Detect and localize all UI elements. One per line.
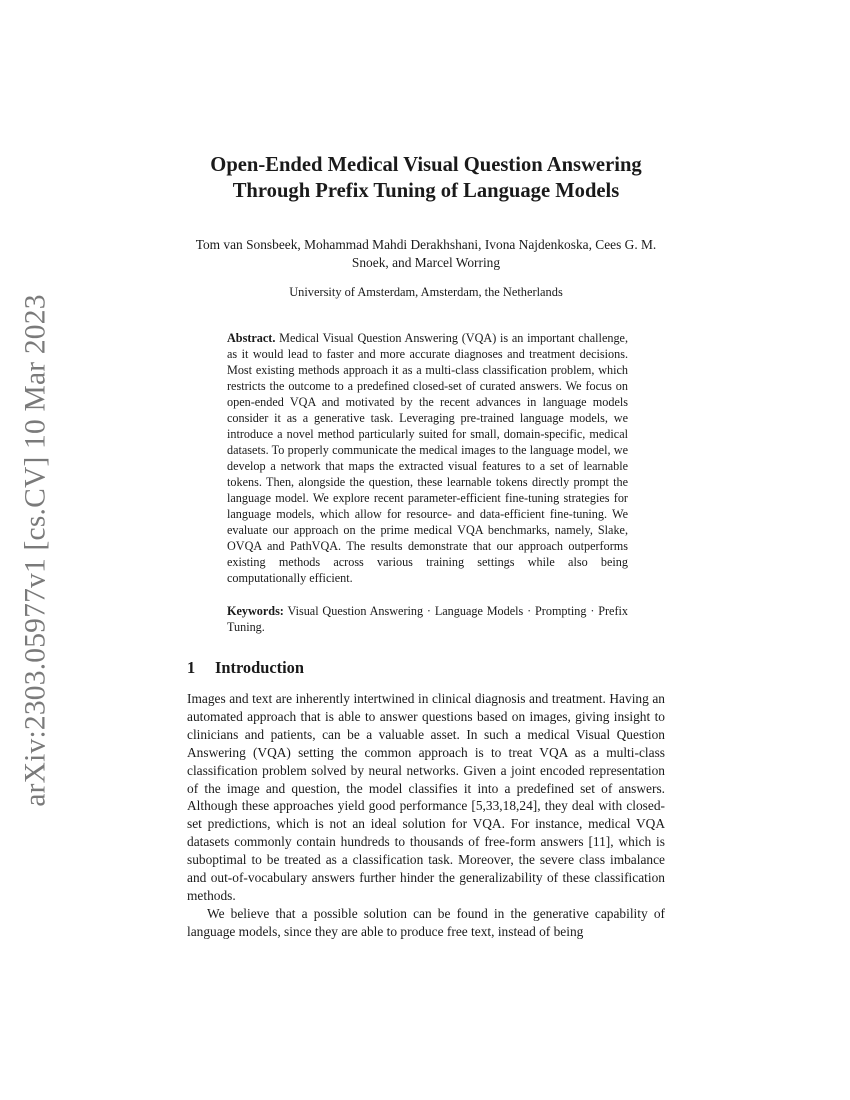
affiliation: University of Amsterdam, Amsterdam, the Netherlands — [289, 285, 563, 299]
abstract-label: Abstract. — [227, 331, 276, 345]
keywords-text: Visual Question Answering · Language Models · Prompting · Prefix Tuning. — [227, 604, 629, 634]
arxiv-identifier-text: arXiv:2303.05977v1 [cs.CV] 10 Mar 2023 — [19, 293, 52, 807]
arxiv-identifier-stamp — [14, 290, 58, 810]
keywords-label: Keywords: — [227, 604, 284, 618]
abstract-block — [227, 330, 628, 586]
abstract-text: Medical Visual Question Answering (VQA) is an important challenge, as it would lead to faster and more accurate diagnoses and treatment decisions. Most existing methods approach it as a multi-class classification problem, which restricts the outcome to a predefined closed-set of curated answers. We focus on open-ended VQA and motivated by the recent advances in language models consider it as a generative task. Leveraging pre-trained language models, we introduce a novel method particularly suited for small, domain-specific, medical datasets. To properly communicate the medical images to the language model, we develop a network that maps the extracted visual features to a set of learnable tokens. Then, alongside the question, these learnable tokens directly prompt the language model. We explore recent parameter-efficient fine-tuning strategies for language models, which allow for resource- and data-efficient fine-tuning. We evaluate our approach on the prime medical VQA benchmarks, namely, Slake, OVQA and PathVQA. The results demonstrate that our approach outperforms existing methods across various training settings while also being computationally efficient. — [227, 331, 628, 585]
paragraph: We believe that a possible solution can be found in the generative capability of language models, since they are able to produce free text, instead of being — [187, 905, 665, 939]
section-heading — [187, 657, 665, 679]
paper-title: Open-Ended Medical Visual Question Answering Through Prefix Tuning of Language Models — [210, 154, 642, 202]
keywords-block — [227, 603, 628, 635]
author-list: Tom van Sonsbeek, Mohammad Mahdi Derakhshani, Ivona Najdenkoska, Cees G. M. Snoek, and Marcel Worring — [195, 237, 657, 270]
introduction-body — [187, 690, 665, 941]
paragraph: Images and text are inherently intertwined in clinical diagnosis and treatment. Having an automated approach that is able to answer questions based on images, giving insight to clinicians and patients, can be a valuable asset. In such a medical Visual Question Answering (VQA) setting the common approach is to treat VQA as a multi-class classification problem solved by neural networks. Given a joint encoded representation of the image and question, the model classifies it into a predefined set of answers. Although these approaches yield good performance [5,33,18,24], they deal with closed-set predictions, which is not an ideal solution for VQA. For instance, medical VQA datasets commonly contain hundreds to thousands of free-form answers [11], which is suboptimal to be treated as a classification task. Moreover, the severe class imbalance and out-of-vocabulary answers further hinder the generalizability of these classification methods. — [187, 691, 665, 903]
section-number: 1 — [187, 658, 196, 677]
section-title: Introduction — [215, 658, 304, 677]
